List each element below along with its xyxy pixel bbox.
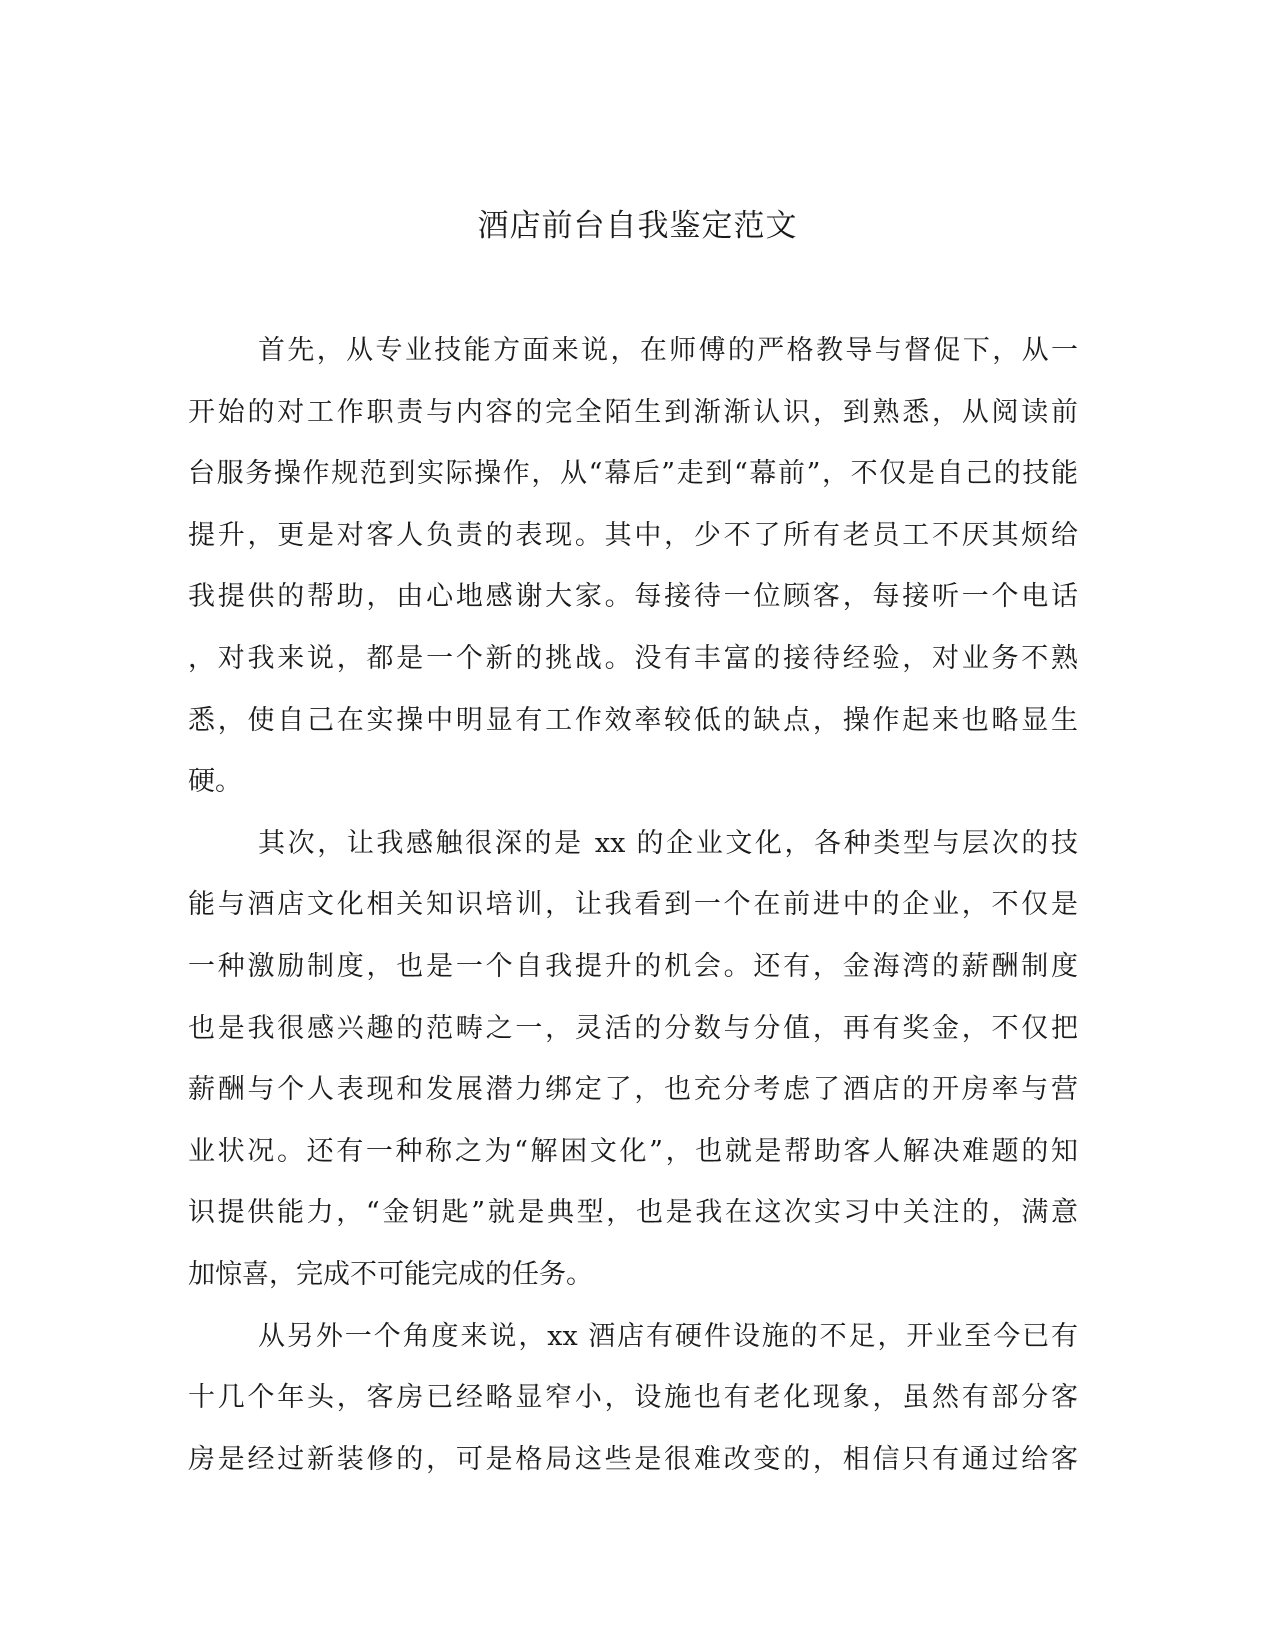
text-line: ，对我来说，都是一个新的挑战。没有丰富的接待经验，对业务不熟 xyxy=(188,642,1078,674)
text-line: 提升，更是对客人负责的表现。其中，少不了所有老员工不厌其烦给 xyxy=(188,519,1078,551)
text-line: 十几个年头，客房已经略显窄小，设施也有老化现象，虽然有部分客 xyxy=(188,1382,1078,1414)
text-line: 薪酬与个人表现和发展潜力绑定了，也充分考虑了酒店的开房率与营 xyxy=(188,1074,1078,1106)
text-line: 房是经过新装修的，可是格局这些是很难改变的，相信只有通过给客 xyxy=(188,1443,1078,1475)
text-line: 开始的对工作职责与内容的完全陌生到渐渐认识，到熟悉，从阅读前 xyxy=(188,396,1078,428)
text-line: 其次，让我感触很深的是 xx 的企业文化，各种类型与层次的技 xyxy=(258,827,1078,859)
text-line: 我提供的帮助，由心地感谢大家。每接待一位顾客，每接听一个电话 xyxy=(188,581,1078,613)
document-body xyxy=(188,320,1078,1490)
text-line: 识提供能力，“金钥匙”就是典型，也是我在这次实习中关注的，满意 xyxy=(188,1197,1078,1229)
text-line: 也是我很感兴趣的范畴之一，灵活的分数与分值，再有奖金，不仅把 xyxy=(188,1012,1078,1044)
paragraph-3 xyxy=(188,1306,1078,1491)
text-line: 一种激励制度，也是一个自我提升的机会。还有，金海湾的薪酬制度 xyxy=(188,950,1078,982)
text-line: 从另外一个角度来说，xx 酒店有硬件设施的不足，开业至今已有 xyxy=(258,1320,1078,1352)
text-line: 悉，使自己在实操中明显有工作效率较低的缺点，操作起来也略显生 xyxy=(188,704,1078,736)
text-line: 台服务操作规范到实际操作，从“幕后”走到“幕前”，不仅是自己的技能 xyxy=(188,458,1078,490)
document-title: 酒店前台自我鉴定范文 xyxy=(477,208,798,244)
text-line: 硬。 xyxy=(188,766,242,798)
paragraph-1 xyxy=(188,320,1078,813)
paragraph-2 xyxy=(188,813,1078,1306)
text-line: 业状况。还有一种称之为“解困文化”，也就是帮助客人解决难题的知 xyxy=(188,1135,1078,1167)
text-line: 首先，从专业技能方面来说，在师傅的严格教导与督促下，从一 xyxy=(258,335,1078,366)
text-line: 加惊喜，完成不可能完成的任务。 xyxy=(188,1258,593,1290)
text-line: 能与酒店文化相关知识培训，让我看到一个在前进中的企业，不仅是 xyxy=(188,889,1078,921)
